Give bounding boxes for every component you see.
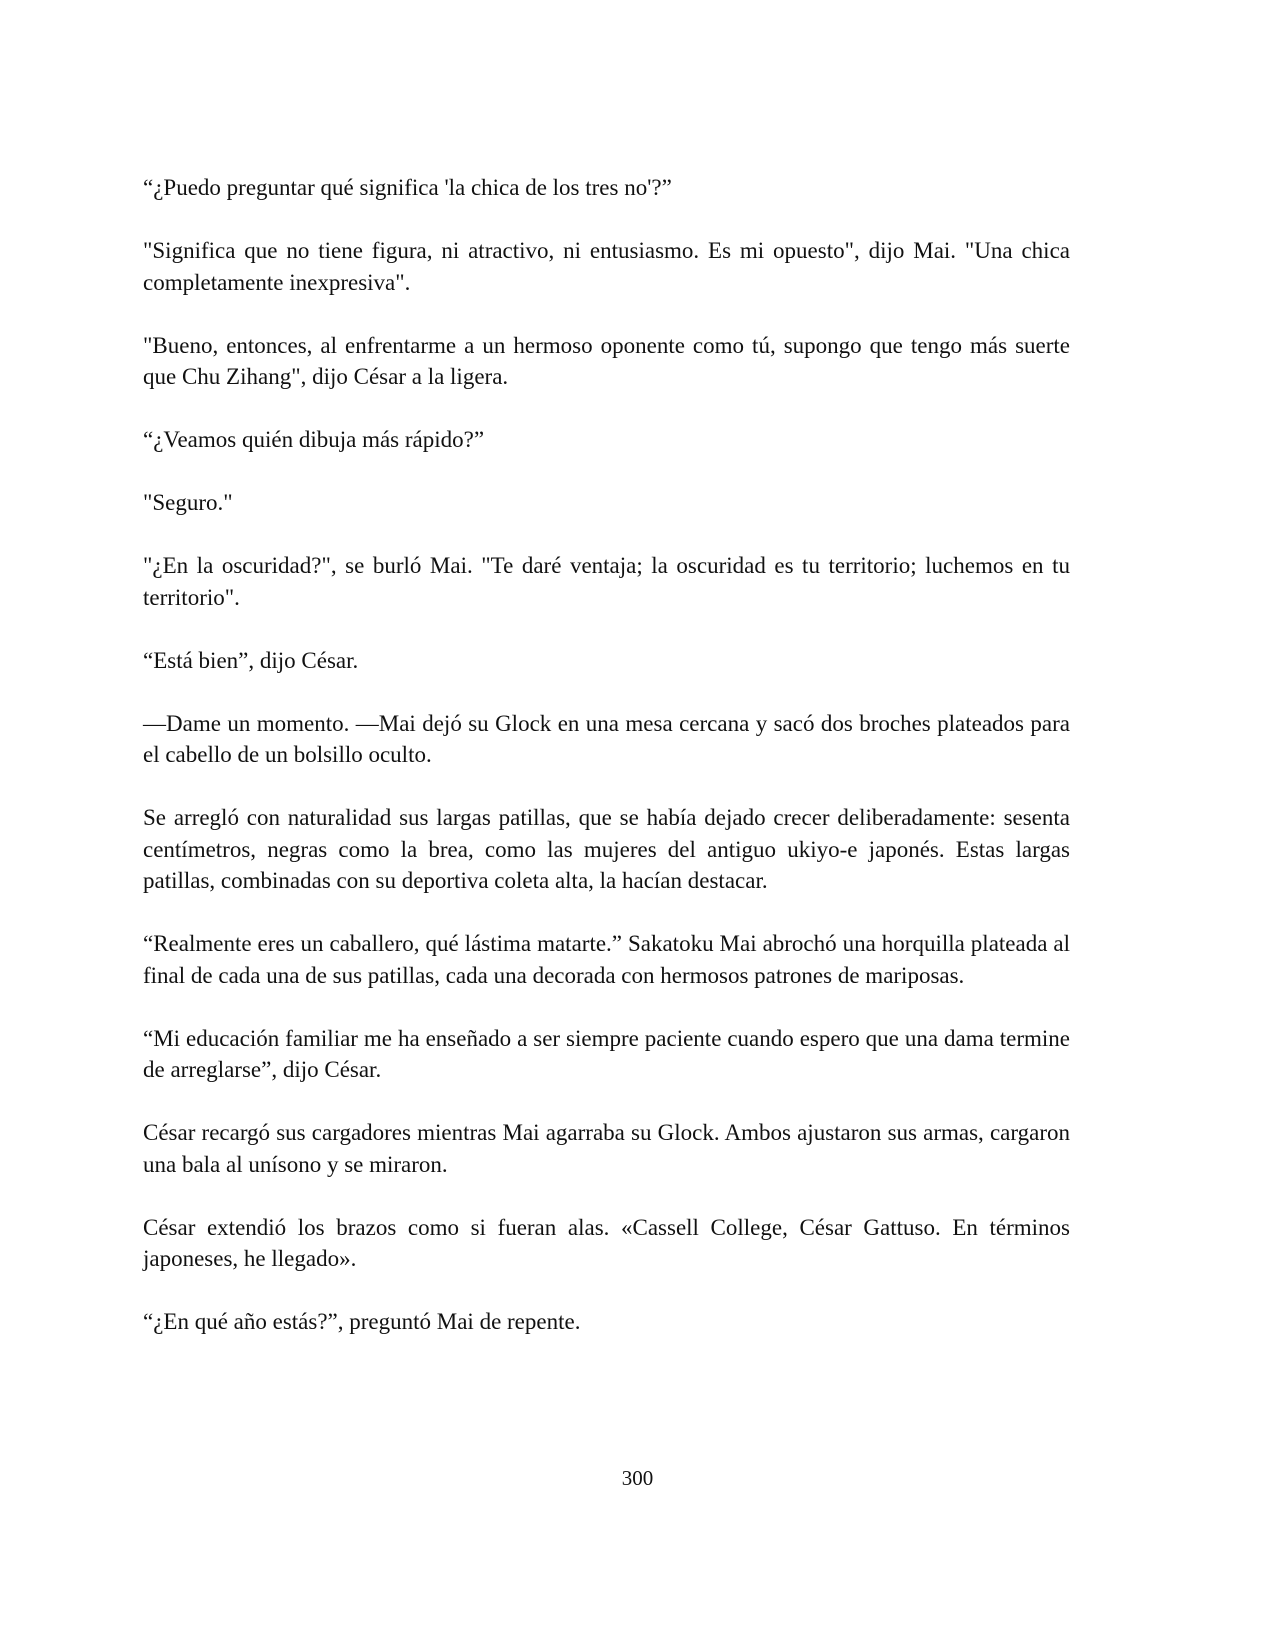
paragraph: "Bueno, entonces, al enfrentarme a un hermoso oponente como tú, supongo que tengo más suerte que Chu Zihang", dijo César a la ligera.: [143, 332, 1070, 389]
paragraph: "¿En la oscuridad?", se burló Mai. "Te daré ventaja; la oscuridad es tu territorio; luchemos en tu territorio".: [143, 553, 1070, 610]
paragraph: César recargó sus cargadores mientras Mai agarraba su Glock. Ambos ajustaron sus armas, cargaron una bala al unísono y se miraron.: [143, 1120, 1070, 1177]
document-body: [143, 172, 1070, 1369]
paragraph: —Dame un momento. —Mai dejó su Glock en una mesa cercana y sacó dos broches plateados para el cabello de un bolsillo oculto.: [143, 710, 1070, 767]
paragraph: “¿En qué año estás?”, preguntó Mai de repente.: [143, 1309, 581, 1334]
paragraph: “Está bien”, dijo César.: [143, 647, 359, 673]
paragraph: “¿Puedo preguntar qué significa 'la chica de los tres no'?”: [143, 175, 672, 200]
paragraph: “¿Veamos quién dibuja más rápido?”: [143, 427, 485, 452]
page-number: 300: [621, 1466, 654, 1490]
paragraph: “Mi educación familiar me ha enseñado a ser siempre paciente cuando espero que una dama termine de arreglarse”, dijo César.: [143, 1025, 1070, 1082]
paragraph: Se arregló con naturalidad sus largas patillas, que se había dejado crecer deliberadamente: sesenta centímetros, negras como la brea, como las mujeres del antiguo ukiyo-e japonés. Estas largas patillas, combinadas con su deportiva coleta alta, la hacían destacar.: [143, 805, 1070, 893]
paragraph: "Significa que no tiene figura, ni atractivo, ni entusiasmo. Es mi opuesto", dijo Mai. "Una chica completamente inexpresiva".: [143, 238, 1070, 295]
paragraph: “Realmente eres un caballero, qué lástima matarte.” Sakatoku Mai abrochó una horquilla plateada al final de cada una de sus patillas, cada una decorada con hermosos patrones de mariposas.: [143, 931, 1070, 988]
paragraph: César extendió los brazos como si fueran alas. «Cassell College, César Gattuso. En términos japoneses, he llegado».: [143, 1214, 1070, 1271]
paragraph: "Seguro.": [143, 490, 233, 515]
